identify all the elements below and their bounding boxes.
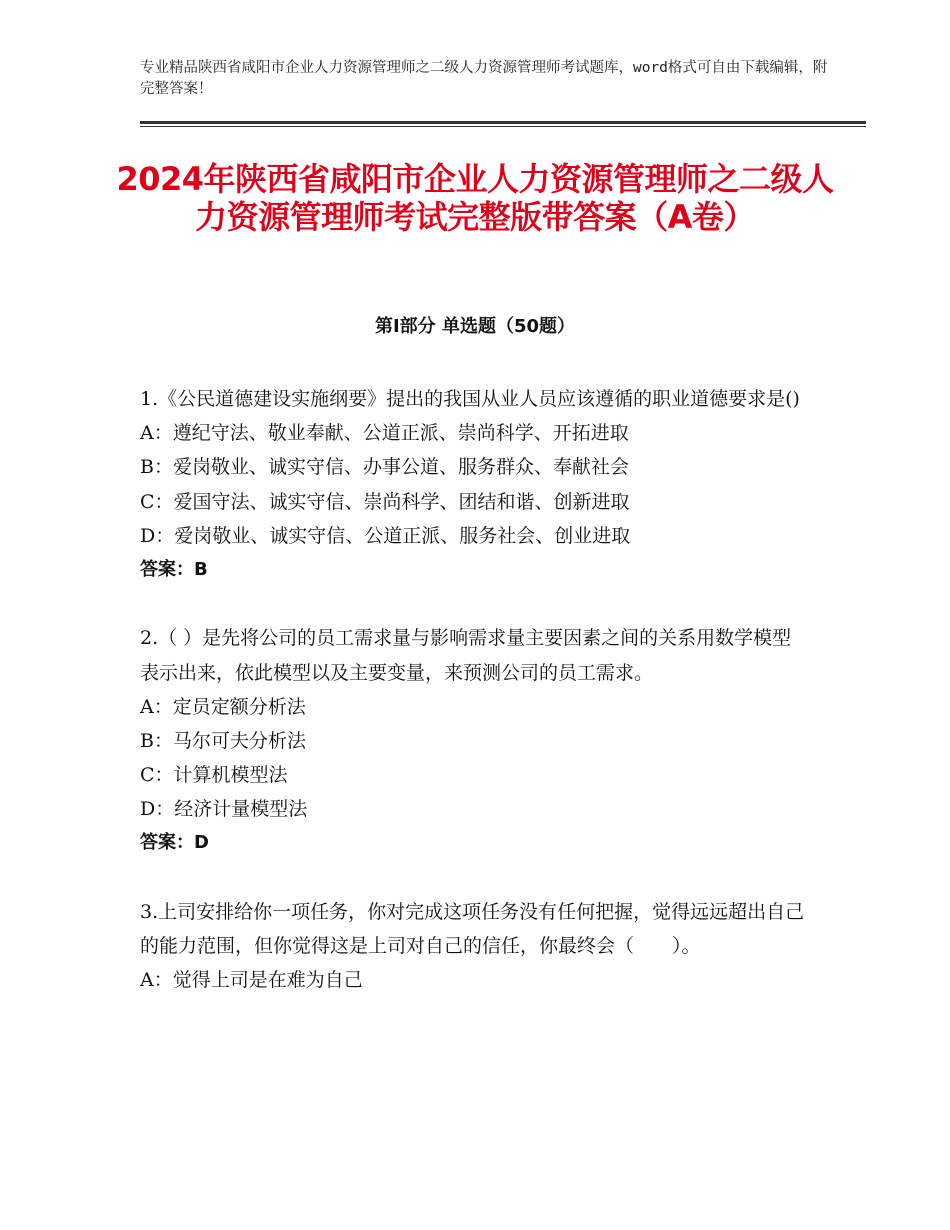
question-stem: 2.（ ）是先将公司的员工需求量与影响需求量主要因素之间的关系用数学模型表示出来，依此模型以及主要变量，来预测公司的员工需求。 [140,627,792,684]
section-title: 第Ⅰ部分 单选题（50题） [374,316,575,337]
option-c: C：爱国守法、诚实守信、崇尚科学、团结和谐、创新进取 [140,490,630,513]
option-d: D：爱岗敬业、诚实守信、公道正派、服务社会、创业进取 [140,524,631,547]
option-b: B：爱岗敬业、诚实守信、办事公道、服务群众、奉献社会 [140,456,629,479]
option-c: C：计算机模型法 [140,764,288,787]
question-stem: 1.《公民道德建设实施纲要》提出的我国从业人员应该遵循的职业道德要求是() [140,388,800,410]
option-d: D：经济计量模型法 [140,798,308,821]
header-rule-thick [140,121,866,124]
option-a: A：觉得上司是在难为自己 [140,969,363,992]
question-2 [140,621,810,860]
question-3 [140,895,810,998]
question-stem: 3.上司安排给你一项任务，你对完成这项任务没有任何把握，觉得远远超出自己的能力范围，但你觉得这是上司对自己的信任，你最终会（ ）。 [140,900,805,958]
answer: 答案：D [140,832,209,854]
document-header-note: 专业精品陕西省咸阳市企业人力资源管理师之二级人力资源管理师考试题库，word格式可自由下载编辑，附完整答案！ [140,60,828,97]
question-1 [140,382,810,587]
header-rule-thin [140,126,866,127]
option-a: A：定员定额分析法 [140,695,306,718]
option-b: B：马尔可夫分析法 [140,729,306,752]
option-a: A：遵纪守法、敬业奉献、公道正派、崇尚科学、开拓进取 [140,422,629,445]
question-list [140,382,810,997]
document-title: 2024年陕西省咸阳市企业人力资源管理师之二级人力资源管理师考试完整版带答案（A卷） [116,160,834,236]
answer: 答案：B [140,558,208,580]
